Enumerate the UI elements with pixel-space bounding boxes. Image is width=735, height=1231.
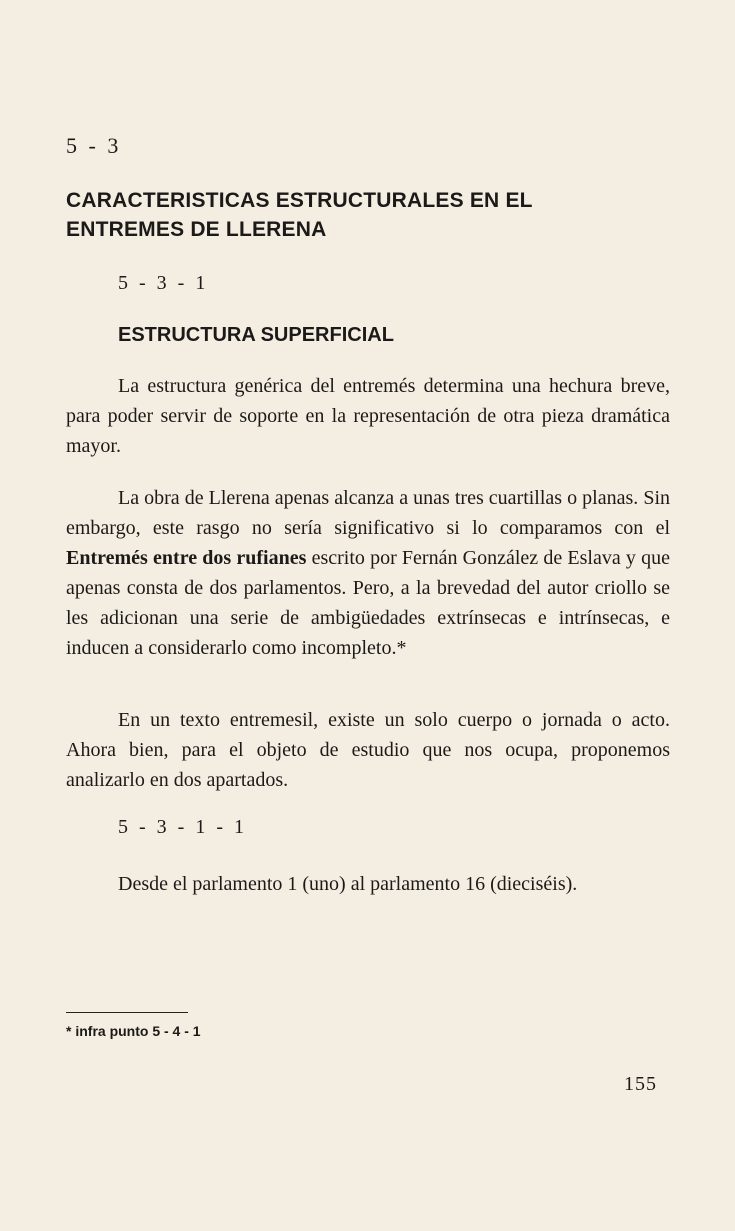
chapter-title-line-1: CARACTERISTICAS ESTRUCTURALES EN EL <box>66 189 533 212</box>
page-number: 155 <box>624 1073 657 1095</box>
paragraph-3: En un texto entremesil, existe un solo cuerpo o jornada o acto. Ahora bien, para el objeto de estudio que nos ocupa, proponemos analizarlo en dos apartados. <box>66 709 670 791</box>
paragraph-2 <box>66 483 670 663</box>
subsection-number: 5 - 3 - 1 <box>118 272 209 294</box>
chapter-title-line-2: ENTREMES DE LLERENA <box>66 218 327 241</box>
section-number: 5 - 3 <box>66 133 122 158</box>
subsection-title: ESTRUCTURA SUPERFICIAL <box>118 324 394 346</box>
work-title-bold: Entremés entre dos rufianes <box>66 547 307 569</box>
paragraph-1: La estructura genérica del entremés determina una hechura breve, para poder servir de soporte en la representación de otra pieza dramática mayor. <box>66 375 670 457</box>
footnote-divider <box>66 1012 188 1013</box>
paragraph-2-text-start: La obra de Llerena apenas alcanza a unas tres cuartillas o planas. Sin embargo, este rasgo no sería significativo si lo comparamos con el <box>66 487 670 539</box>
paragraph-2-text-end: escrito por Fernán González de Eslava y que apenas consta de dos parlamentos. Pero, a la brevedad del autor criollo se les adicionan una serie de ambigüedades extrínsecas e intrínsecas, e inducen a considerarlo como incompleto.* <box>66 547 670 659</box>
chapter-title <box>66 186 666 244</box>
subsubsection-number: 5 - 3 - 1 - 1 <box>118 816 247 838</box>
footnote: * infra punto 5 - 4 - 1 <box>66 1023 201 1039</box>
paragraph-4: Desde el parlamento 1 (uno) al parlamento 16 (dieciséis). <box>118 873 578 895</box>
